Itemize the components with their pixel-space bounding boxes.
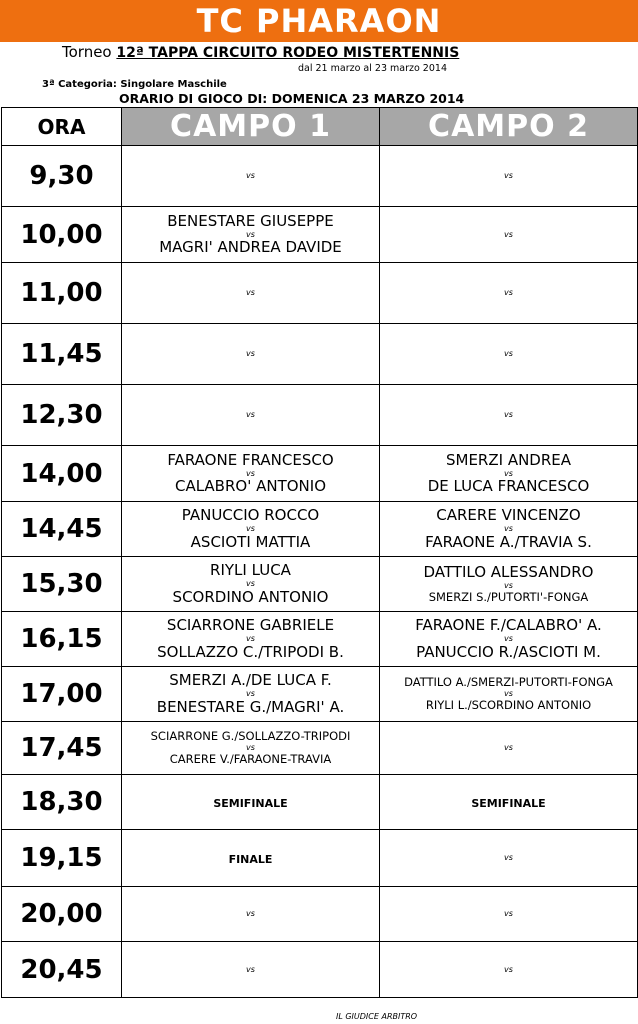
time-cell: 18,30 (2, 775, 122, 830)
vs-label: vs (504, 524, 513, 534)
campo1-cell (122, 667, 380, 722)
player-1: SMERZI ANDREA (445, 450, 572, 469)
campo1-cell (122, 207, 380, 263)
player-2: BENESTARE G./MAGRI' A. (156, 697, 345, 716)
time-cell: 16,15 (2, 612, 122, 667)
player-2: MAGRI' ANDREA DAVIDE (159, 238, 342, 257)
tournament-dates: dal 21 marzo al 23 marzo 2014 (298, 63, 447, 74)
table-header-row (2, 108, 638, 146)
player-1: DATTILO A./SMERZI-PUTORTI-FONGA (404, 675, 613, 690)
round-label: SEMIFINALE (213, 796, 288, 810)
vs-label: vs (246, 229, 255, 239)
time-cell: 15,30 (2, 557, 122, 612)
schedule-row (2, 722, 638, 775)
campo1-cell (122, 830, 380, 887)
player-1: CARERE VINCENZO (436, 506, 581, 525)
schedule-row (2, 830, 638, 887)
schedule-row (2, 207, 638, 263)
campo2-cell (380, 207, 638, 263)
time-cell: 11,00 (2, 263, 122, 324)
campo1-cell (122, 887, 380, 942)
player-2: RIYLI L./SCORDINO ANTONIO (425, 697, 592, 712)
time-cell: 12,30 (2, 385, 122, 446)
round-label: FINALE (228, 852, 273, 866)
schedule-row (2, 887, 638, 942)
player-2: SMERZI S./PUTORTI'-FONGA (428, 589, 589, 604)
schedule-row (2, 557, 638, 612)
campo1-cell (122, 146, 380, 207)
campo1-cell (122, 557, 380, 612)
campo2-cell (380, 385, 638, 446)
campo2-cell (380, 263, 638, 324)
player-2: ASCIOTI MATTIA (190, 532, 311, 551)
player-1: FARAONE FRANCESCO (167, 450, 334, 469)
campo1-cell (122, 775, 380, 830)
torneo-label: Torneo (62, 43, 112, 61)
player-1: RIYLI LUCA (210, 561, 291, 580)
vs-label: vs (504, 171, 513, 181)
vs-label: vs (504, 853, 513, 863)
campo2-cell (380, 146, 638, 207)
schedule-table (1, 107, 638, 998)
time-cell: 20,00 (2, 887, 122, 942)
vs-label: vs (246, 410, 255, 420)
vs-label: vs (504, 410, 513, 420)
schedule-heading: ORARIO DI GIOCO DI: DOMENICA 23 MARZO 2014 (119, 91, 465, 106)
schedule-row (2, 502, 638, 557)
schedule-body (2, 146, 638, 998)
time-cell: 20,45 (2, 942, 122, 998)
club-title: TC PHARAON (196, 2, 442, 40)
player-2: CALABRO' ANTONIO (174, 477, 326, 496)
col-campo2-header: CAMPO 2 (380, 108, 638, 146)
schedule-row (2, 667, 638, 722)
time-cell: 11,45 (2, 324, 122, 385)
player-2: SOLLAZZO C./TRIPODI B. (157, 642, 344, 661)
campo2-cell (380, 324, 638, 385)
schedule-row (2, 446, 638, 502)
vs-label: vs (504, 581, 513, 591)
time-cell: 9,30 (2, 146, 122, 207)
time-cell: 14,00 (2, 446, 122, 502)
campo1-cell (122, 722, 380, 775)
player-2: PANUCCIO R./ASCIOTI M. (416, 642, 601, 661)
campo1-cell (122, 385, 380, 446)
title-banner (0, 0, 638, 42)
vs-label: vs (504, 288, 513, 298)
player-2: FARAONE A./TRAVIA S. (425, 532, 592, 551)
vs-label: vs (504, 964, 513, 974)
vs-label: vs (504, 468, 513, 478)
campo2-cell (380, 446, 638, 502)
player-2: SCORDINO ANTONIO (172, 587, 329, 606)
campo2-cell (380, 830, 638, 887)
player-1: PANUCCIO ROCCO (181, 506, 320, 525)
campo2-cell (380, 612, 638, 667)
col-campo1-header: CAMPO 1 (122, 108, 380, 146)
player-2: CARERE V./FARAONE-TRAVIA (169, 751, 332, 766)
time-cell: 14,45 (2, 502, 122, 557)
player-1: SMERZI A./DE LUCA F. (169, 671, 332, 690)
vs-label: vs (246, 579, 255, 589)
campo2-cell (380, 557, 638, 612)
campo1-cell (122, 263, 380, 324)
schedule-row (2, 324, 638, 385)
campo2-cell (380, 667, 638, 722)
col-ora-header: ORA (2, 108, 122, 146)
schedule-row (2, 385, 638, 446)
vs-label: vs (246, 349, 255, 359)
time-cell: 17,45 (2, 722, 122, 775)
vs-label: vs (246, 171, 255, 181)
player-1: BENESTARE GIUSEPPE (167, 211, 334, 230)
time-cell: 17,00 (2, 667, 122, 722)
vs-label: vs (246, 634, 255, 644)
vs-label: vs (246, 288, 255, 298)
vs-label: vs (246, 468, 255, 478)
campo2-cell (380, 887, 638, 942)
campo1-cell (122, 446, 380, 502)
campo1-cell (122, 612, 380, 667)
player-1: SCIARRONE GABRIELE (166, 616, 335, 635)
campo1-cell (122, 502, 380, 557)
campo2-cell (380, 775, 638, 830)
vs-label: vs (246, 743, 255, 753)
vs-label: vs (246, 689, 255, 699)
player-1: SCIARRONE G./SOLLAZZO-TRIPODI (150, 729, 351, 744)
campo1-cell (122, 324, 380, 385)
campo1-cell (122, 942, 380, 998)
schedule-row (2, 775, 638, 830)
vs-label: vs (504, 909, 513, 919)
schedule-row (2, 612, 638, 667)
vs-label: vs (504, 689, 513, 699)
round-label: SEMIFINALE (471, 796, 546, 810)
schedule-row (2, 263, 638, 324)
vs-label: vs (504, 634, 513, 644)
player-1: FARAONE F./CALABRO' A. (415, 616, 602, 635)
schedule-row (2, 942, 638, 998)
player-2: DE LUCA FRANCESCO (427, 477, 590, 496)
vs-label: vs (246, 524, 255, 534)
player-1: DATTILO ALESSANDRO (423, 563, 594, 582)
category-label: 3ª Categoria: Singolare Maschile (42, 79, 227, 90)
schedule-row (2, 146, 638, 207)
time-cell: 10,00 (2, 207, 122, 263)
campo2-cell (380, 942, 638, 998)
tournament-name: 12ª TAPPA CIRCUITO RODEO MISTERTENNIS (116, 45, 460, 61)
vs-label: vs (504, 349, 513, 359)
campo2-cell (380, 502, 638, 557)
tournament-line (62, 43, 459, 61)
vs-label: vs (504, 229, 513, 239)
vs-label: vs (246, 909, 255, 919)
time-cell: 19,15 (2, 830, 122, 887)
campo2-cell (380, 722, 638, 775)
referee-signature-label: IL GIUDICE ARBITRO (336, 1012, 418, 1021)
vs-label: vs (504, 743, 513, 753)
vs-label: vs (246, 964, 255, 974)
